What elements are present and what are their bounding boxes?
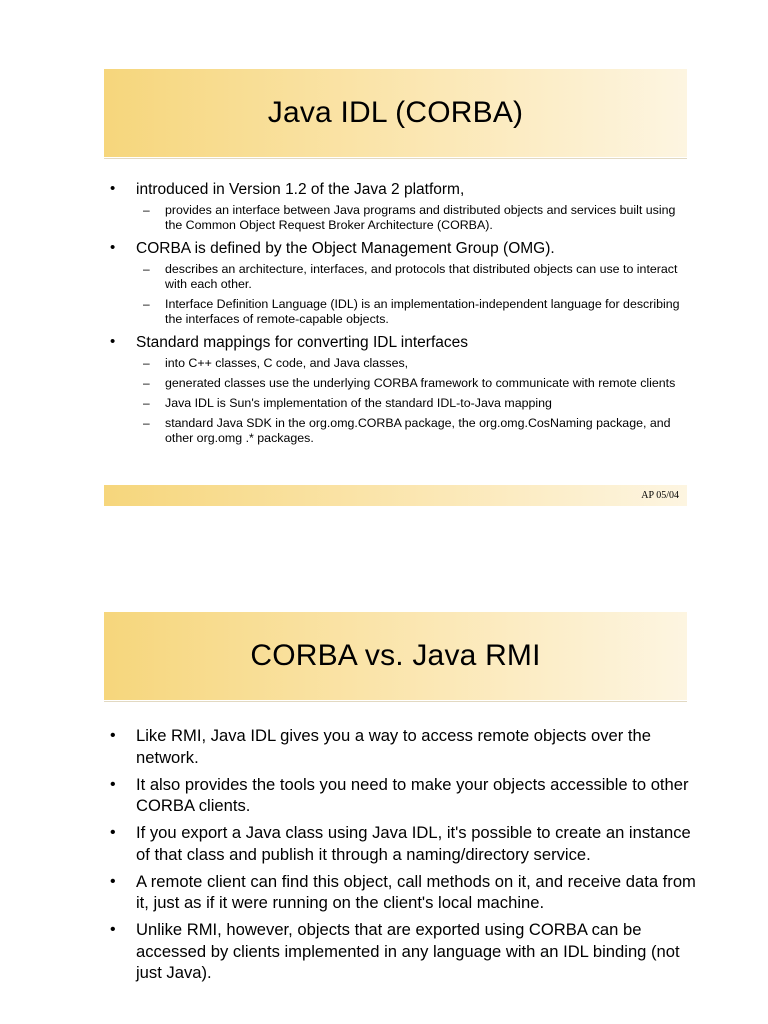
slide-2-body — [110, 725, 696, 989]
bullet-text: Like RMI, Java IDL gives you a way to access remote objects over the network. — [136, 726, 651, 767]
slide-1-body — [110, 180, 696, 452]
slide-1-footer-text: AP 05/04 — [641, 490, 679, 501]
sub-bullet-text: provides an interface between Java programs and distributed objects and services built using the Common Object Request Broker Architecture (CORBA). — [165, 203, 676, 232]
dash-glyph: – — [143, 376, 150, 390]
bullet-glyph: • — [110, 727, 116, 744]
bullet-glyph: • — [110, 333, 116, 350]
list-item — [143, 396, 696, 411]
sub-bullet-text: Interface Definition Language (IDL) is an implementation-independent language for describing the interfaces of remote-capable objects. — [165, 297, 680, 326]
dash-glyph: – — [143, 297, 150, 311]
list-item — [143, 262, 696, 292]
sub-bullet-text: describes an architecture, interfaces, and protocols that distributed objects can use to interact with each other. — [165, 262, 678, 291]
sub-bullet-list — [143, 356, 696, 446]
sub-bullet-text: Java IDL is Sun's implementation of the standard IDL-to-Java mapping — [165, 396, 552, 410]
dash-glyph: – — [143, 396, 150, 410]
sub-bullet-list — [143, 262, 696, 327]
list-item — [110, 871, 696, 914]
sub-bullet-text: into C++ classes, C code, and Java classes, — [165, 356, 409, 370]
list-item — [110, 919, 696, 984]
list-item — [110, 333, 696, 446]
dash-glyph: – — [143, 203, 150, 217]
sub-bullet-list — [143, 203, 696, 233]
bullet-text: It also provides the tools you need to make your objects accessible to other CORBA clients. — [136, 774, 689, 815]
dash-glyph: – — [143, 262, 150, 276]
bullet-glyph: • — [110, 872, 116, 890]
bullet-glyph: • — [110, 180, 116, 197]
bullet-text: introduced in Version 1.2 of the Java 2 platform, — [136, 181, 465, 198]
sub-bullet-text: generated classes use the underlying CORBA framework to communicate with remote clients — [165, 376, 676, 390]
list-item — [110, 822, 696, 865]
bullet-glyph: • — [110, 239, 116, 256]
list-item — [110, 239, 696, 327]
bullet-text: Unlike RMI, however, objects that are exported using CORBA can be accessed by clients implemented in any language with an IDL binding (not just Java). — [136, 920, 680, 982]
slide-2-bullet-list — [110, 725, 696, 984]
slide-1-title: Java IDL (CORBA) — [267, 96, 524, 129]
slide-1 — [104, 69, 687, 159]
list-item — [143, 203, 696, 233]
sub-bullet-text: standard Java SDK in the org.omg.CORBA package, the org.omg.CosNaming package, and other org.omg .* packages. — [165, 416, 671, 445]
slide-1-title-rule — [104, 158, 687, 159]
list-item — [110, 725, 696, 768]
bullet-glyph: • — [110, 921, 116, 938]
list-item — [110, 774, 696, 817]
list-item — [110, 180, 696, 233]
bullet-glyph: • — [110, 775, 116, 793]
list-item — [143, 356, 696, 371]
slide-2 — [104, 612, 687, 702]
bullet-text: A remote client can find this object, call methods on it, and receive data from it, just as if it were running on the client's local machine. — [136, 871, 696, 912]
dash-glyph: – — [143, 416, 150, 430]
bullet-glyph: • — [110, 824, 116, 841]
slide-2-title-band — [104, 612, 687, 700]
slide-2-title: CORBA vs. Java RMI — [250, 639, 541, 672]
list-item — [143, 376, 696, 391]
list-item — [143, 297, 696, 327]
list-item — [143, 416, 696, 446]
bullet-text: CORBA is defined by the Object Management Group (OMG). — [136, 240, 555, 257]
slide-1-footer-band — [104, 485, 687, 506]
dash-glyph: – — [143, 356, 150, 370]
slide-1-title-band — [104, 69, 687, 157]
bullet-text: Standard mappings for converting IDL interfaces — [136, 334, 468, 351]
slide-1-bullet-list — [110, 180, 696, 446]
bullet-text: If you export a Java class using Java IDL, it's possible to create an instance of that class and publish it through a naming/directory service. — [136, 823, 691, 864]
slide-2-title-rule — [104, 701, 687, 702]
